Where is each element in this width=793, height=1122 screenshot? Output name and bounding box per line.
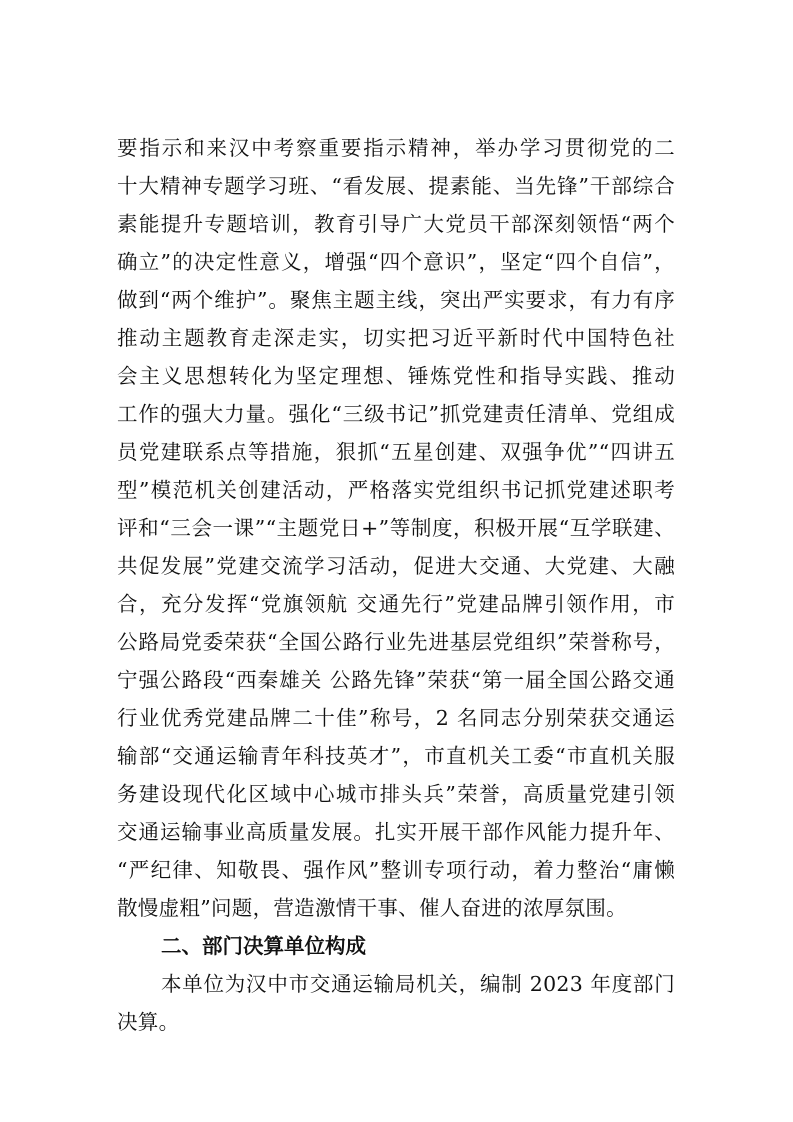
paragraph-line: 评和“三会一课”“主题党日+”等制度，积极开展“互学联建、 <box>117 516 675 540</box>
paragraph-line: 十大精神专题学习班、“看发展、提素能、当先锋”干部综合 <box>117 174 675 198</box>
paragraph-line: 要指示和来汉中考察重要指示精神，举办学习贯彻党的二 <box>117 136 675 160</box>
paragraph-line: 输部“交通运输青年科技英才”，市直机关工委“市直机关服 <box>117 744 675 768</box>
paragraph-line: 务建设现代化区域中心城市排头兵”荣誉，高质量党建引领 <box>117 782 675 806</box>
paragraph-line: 公路局党委荣获“全国公路行业先进基层党组织”荣誉称号， <box>117 630 675 654</box>
paragraph-line: 宁强公路段“西秦雄关 公路先锋”荣获“第一届全国公路交通 <box>117 668 675 692</box>
paragraph-line: 素能提升专题培训，教育引导广大党员干部深刻领悟“两个 <box>117 212 675 236</box>
paragraph-line: 行业优秀党建品牌二十佳”称号，2 名同志分别荣获交通运 <box>117 706 675 730</box>
paragraph-line: 本单位为汉中市交通运输局机关，编制 2023 年度部门 <box>161 972 675 996</box>
paragraph-line: 交通运输事业高质量发展。扎实开展干部作风能力提升年、 <box>117 820 675 844</box>
section-heading: 二、部门决算单位构成 <box>161 934 366 958</box>
paragraph-line: “严纪律、知敬畏、强作风”整训专项行动，着力整治“庸懒 <box>117 858 675 882</box>
paragraph-line: 推动主题教育走深走实，切实把习近平新时代中国特色社 <box>117 326 675 350</box>
paragraph-line: 会主义思想转化为坚定理想、锤炼党性和指导实践、推动 <box>117 364 675 388</box>
paragraph-line: 合，充分发挥“党旗领航 交通先行”党建品牌引领作用，市 <box>117 592 675 616</box>
paragraph-line: 确立”的决定性意义，增强“四个意识”，坚定“四个自信”， <box>117 250 675 274</box>
paragraph-line: 工作的强大力量。强化“三级书记”抓党建责任清单、党组成 <box>117 402 675 426</box>
paragraph-line: 做到“两个维护”。聚焦主题主线，突出严实要求，有力有序 <box>117 288 675 312</box>
paragraph-line: 员党建联系点等措施，狠抓“五星创建、双强争优”“四讲五 <box>117 440 675 464</box>
paragraph-line: 散慢虚粗”问题，营造激情干事、催人奋进的浓厚氛围。 <box>117 896 627 920</box>
paragraph-line: 决算。 <box>117 1010 180 1034</box>
paragraph-line: 共促发展”党建交流学习活动，促进大交通、大党建、大融 <box>117 554 675 578</box>
paragraph-line: 型”模范机关创建活动，严格落实党组织书记抓党建述职考 <box>117 478 675 502</box>
